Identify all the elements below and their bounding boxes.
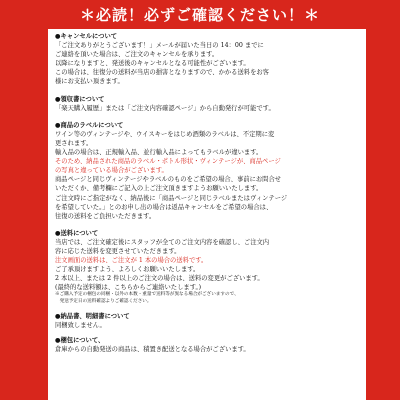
section-shipping <box>55 229 361 306</box>
text-line: この場合は、往復分の送料が当店の損害となりますので、かかる送料をお客 <box>55 69 269 77</box>
footnote-line: ※ご購入予定の梱包の同梱・以外の本数・重量で送料等が異なる場合がございますので、 <box>55 292 239 298</box>
text-line: 往復の送料をご負担いただきます。 <box>55 212 156 220</box>
text-line: 以降になりますと、発送後のキャンセルとなる可能性がございます。 <box>55 60 250 68</box>
section-receipt <box>55 95 361 113</box>
page-title: ＊必読！必ずご確認ください！＊ <box>79 5 320 24</box>
text-line: 倉庫からの自動発送の商品は、積置き配送となる場合がございます。 <box>55 345 250 353</box>
text-line: ご連絡を頂いた場合は、ご注文のキャンセルを承ります。 <box>55 51 219 59</box>
section-cancel <box>55 32 361 87</box>
text-line: 更されます。 <box>55 139 93 147</box>
text-line: 「楽天購入履歴」または「ご注文内容確認ページ」から自動発行が可能です。 <box>55 104 275 112</box>
text-line: を希望していた。」とのお申し出の場合は返品キャンセルをご希望の場合は、 <box>55 203 273 211</box>
section-heading: ●キャンセルについて <box>55 33 118 40</box>
text-line: 同梱致しません。 <box>55 321 106 329</box>
highlight-line: の写真と違っている場合がございます。 <box>55 167 168 175</box>
text-line: 「ご注文ありがとうございます！」メールが届いた当日の 14：00 までに <box>55 42 264 50</box>
text-line: いただくか、備考欄にご記入の上ご注文頂きますようお願いいたします。 <box>55 185 263 193</box>
section-packing <box>55 336 361 354</box>
text-line: 2 本以上、または 2 件以上のご注文の場合は、送料の変更がございます。 <box>55 275 264 283</box>
section-heading: ●納品書、明細書について <box>55 312 130 320</box>
notice-content <box>55 32 361 354</box>
text-line: 当店では、ご注文確定後にスタッフが全てのご注文内容を確認し、ご注文内 <box>55 238 270 246</box>
text-line: ご了承頂けますよう、よろしくお願いいたします。 <box>55 266 200 274</box>
section-heading: ●梱包について、 <box>55 336 105 344</box>
highlight-line: そのため、納品された商品のラベル・ボトル形状・ヴィンテージが、商品ページ <box>55 158 281 166</box>
text-line: 容に応じた送料を変更させていただきます。 <box>55 247 181 255</box>
section-heading: ●領収書について <box>55 95 105 103</box>
text-line: (最終的な送料額は、こちらからご連絡いたします。) <box>55 284 202 292</box>
footnote-line: 発送予定日の送料確認よりご確認ください。 <box>55 299 152 305</box>
section-invoice <box>55 312 361 330</box>
section-heading: ●商品のラベルについて <box>55 121 124 129</box>
text-line: 商品ページと同じヴィンテージやラベルのものをご希望の場合、事前にお問合せ <box>55 176 282 184</box>
highlight-line: 注文画面の送料は、ご注文が 1 本の場合の送料です。 <box>55 257 208 265</box>
text-line: ご注文時にご指定がなく、納品後に「商品ページと同じラベルまたはヴィンテージ <box>55 194 288 202</box>
section-heading: ●送料について <box>55 229 99 237</box>
text-line: 輸入品の場合は、正規輸入品、並行輸入品によってもラベルが違います。 <box>55 149 263 157</box>
notice-panel <box>48 29 366 400</box>
text-line: ワイン等のヴィンテージや、ウイスキーをはじめ酒類のラベルは、不定期に変 <box>55 130 275 138</box>
text-line: 様にお支払い頂きます。 <box>55 78 124 86</box>
section-label <box>55 121 361 221</box>
